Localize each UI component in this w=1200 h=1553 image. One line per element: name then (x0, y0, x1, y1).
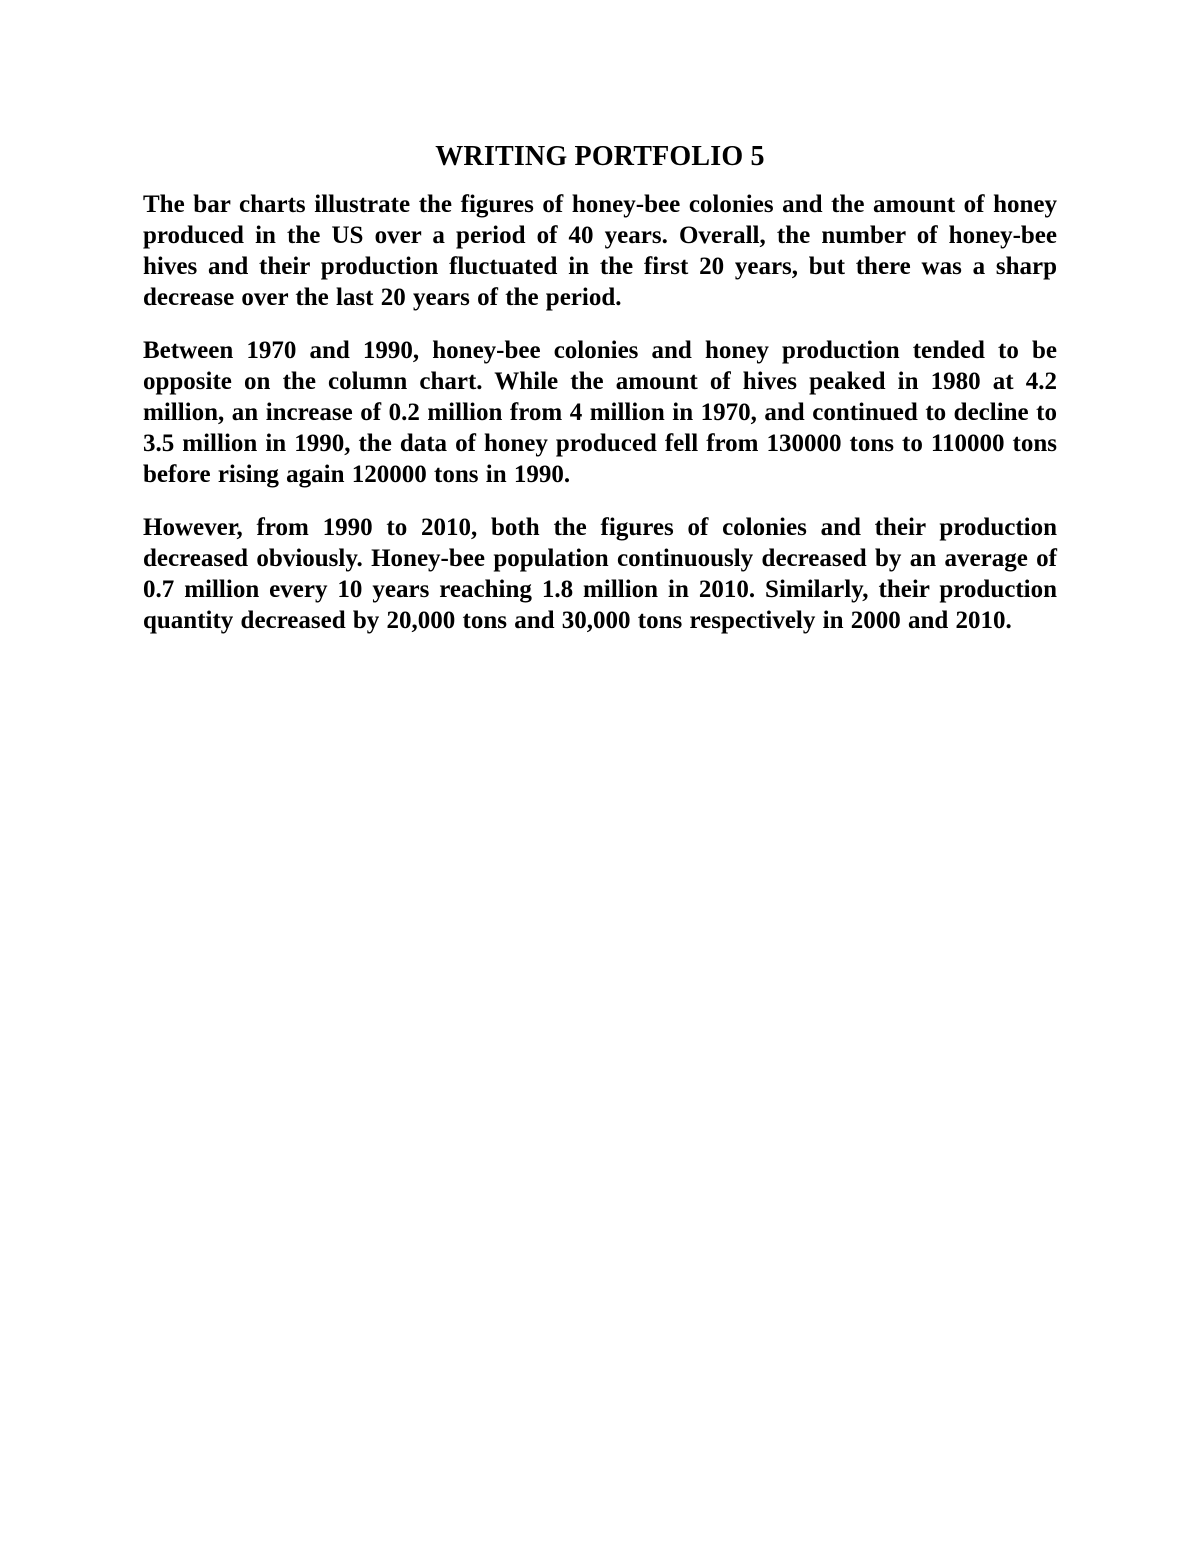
paragraph-body-1990-2010: However, from 1990 to 2010, both the figures of colonies and their production decreased obviously. Honey-bee population continuously decreased by an average of 0.7 million every 10 years reaching 1.8 million in 2010. Similarly, their production quantity decreased by 20,000 tons and 30,000 tons respectively in 2000 and 2010. (143, 514, 1057, 634)
document-title: WRITING PORTFOLIO 5 (435, 141, 765, 172)
paragraph-body-1970-1990: Between 1970 and 1990, honey-bee colonies and honey production tended to be opposite on the column chart. While the amount of hives peaked in 1980 at 4.2 million, an increase of 0.2 million from 4 million in 1970, and continued to decline to 3.5 million in 1990, the data of honey produced fell from 130000 tons to 110000 tons before rising again 120000 tons in 1990. (143, 337, 1057, 488)
document-content (143, 140, 1057, 658)
paragraph-overview: The bar charts illustrate the figures of honey-bee colonies and the amount of honey produced in the US over a period of 40 years. Overall, the number of honey-bee hives and their production fluctuated in the first 20 years, but there was a sharp decrease over the last 20 years of the period. (143, 191, 1057, 311)
